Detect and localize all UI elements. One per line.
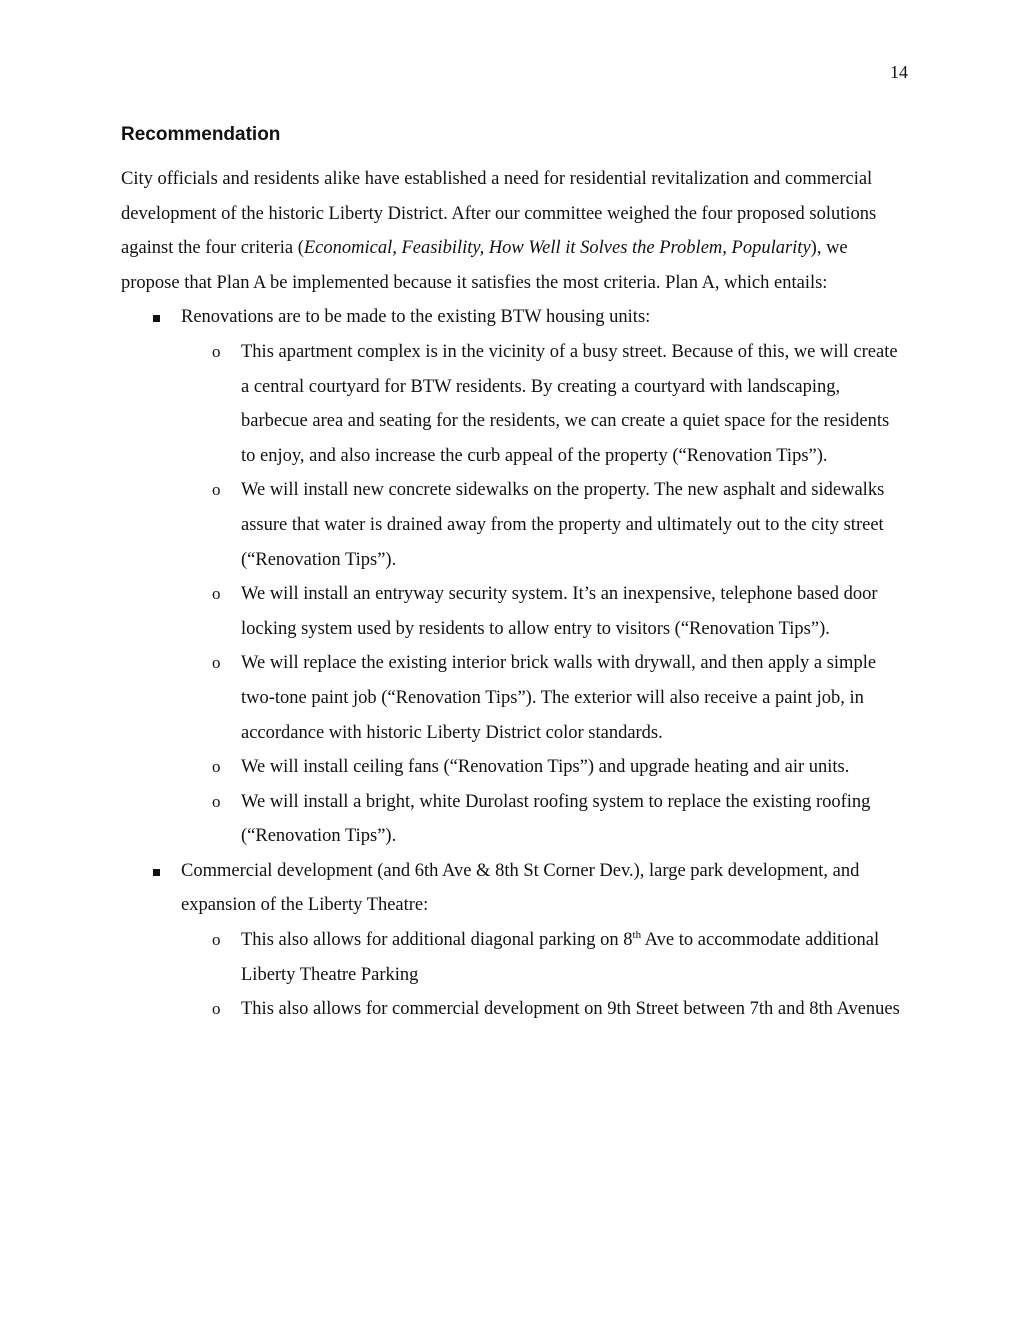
- ordinal-suffix: th: [632, 928, 642, 941]
- circle-bullet-icon: o: [212, 653, 221, 673]
- sublist-item: [181, 335, 904, 473]
- sublist-item-text: We will install an entryway security system. It’s an inexpensive, telephone based door locking system used by residents to allow entry to visitors (“Renovation Tips”).: [241, 584, 878, 639]
- sublist-item: [181, 923, 904, 992]
- renovations-sublist: [181, 335, 904, 854]
- sublist-item: [181, 577, 904, 646]
- sublist-item-text: We will install ceiling fans (“Renovation Tips”) and upgrade heating and air units.: [241, 757, 850, 778]
- sublist-item: [181, 750, 904, 785]
- document-body: [121, 122, 904, 1027]
- intro-text-part2: ), we propose that Plan A be implemented because it satisfies the most criteria. Plan A, which entails:: [121, 238, 848, 293]
- sublist-item: [181, 646, 904, 750]
- sublist-item-text: This also allows for commercial development on 9th Street between 7th and 8th Avenues: [241, 999, 900, 1020]
- square-bullet-icon: [153, 315, 160, 322]
- square-bullet-icon: [153, 869, 160, 876]
- section-heading: Recommendation: [121, 124, 281, 145]
- sublist-item-text: We will install a bright, white Durolast roofing system to replace the existing roofing (“Renovation Tips”).: [241, 791, 871, 847]
- circle-bullet-icon: o: [212, 999, 221, 1019]
- list-item-label: Renovations are to be made to the existing BTW housing units:: [181, 307, 651, 328]
- sublist-item-text: We will install new concrete sidewalks on the property. The new asphalt and sidewalks assure that water is drained away from the property and ultimately out to the city street (“Renovation Tips”).: [241, 480, 885, 570]
- circle-bullet-icon: o: [212, 584, 221, 604]
- sublist-item-text: This also allows for additional diagonal parking on 8: [241, 930, 633, 951]
- list-item-label: Commercial development (and 6th Ave & 8th St Corner Dev.), large park development, and expansion of the Liberty Theatre:: [181, 860, 860, 916]
- sublist-item: [181, 992, 904, 1027]
- commercial-sublist: [181, 923, 904, 1027]
- plan-list: [121, 300, 904, 1026]
- page-number: 14: [890, 62, 908, 82]
- sublist-item: [181, 473, 904, 577]
- intro-text-part1: City officials and residents alike have established a need for residential revitalization and commercial development of the historic Liberty District. After our committee weighed the four proposed solutions against the four criteria (: [121, 169, 877, 259]
- sublist-item-text: Ave to accommodate additional Liberty Theatre Parking: [241, 930, 880, 985]
- circle-bullet-icon: o: [212, 791, 221, 811]
- circle-bullet-icon: o: [212, 757, 221, 777]
- sublist-item-text: This apartment complex is in the vicinity of a busy street. Because of this, we will create a central courtyard for BTW residents. By creating a courtyard with landscaping, barbecue area and seating for the residents, we can create a quiet space for the residents to enjoy, and also increase the curb appeal of the property (“Renovation Tips”).: [241, 341, 898, 466]
- circle-bullet-icon: o: [212, 480, 221, 500]
- list-item-commercial: [121, 854, 904, 1027]
- list-item-renovations: [121, 300, 904, 854]
- criteria-list: Economical, Feasibility, How Well it Solves the Problem, Popularity: [303, 238, 811, 259]
- intro-paragraph: [121, 162, 904, 300]
- sublist-item: [181, 785, 904, 854]
- circle-bullet-icon: o: [212, 341, 221, 361]
- sublist-item-text: We will replace the existing interior brick walls with drywall, and then apply a simple two-tone paint job (“Renovation Tips”). The exterior will also receive a paint job, in accordance with historic Liberty District color standards.: [241, 653, 877, 743]
- circle-bullet-icon: o: [212, 930, 221, 950]
